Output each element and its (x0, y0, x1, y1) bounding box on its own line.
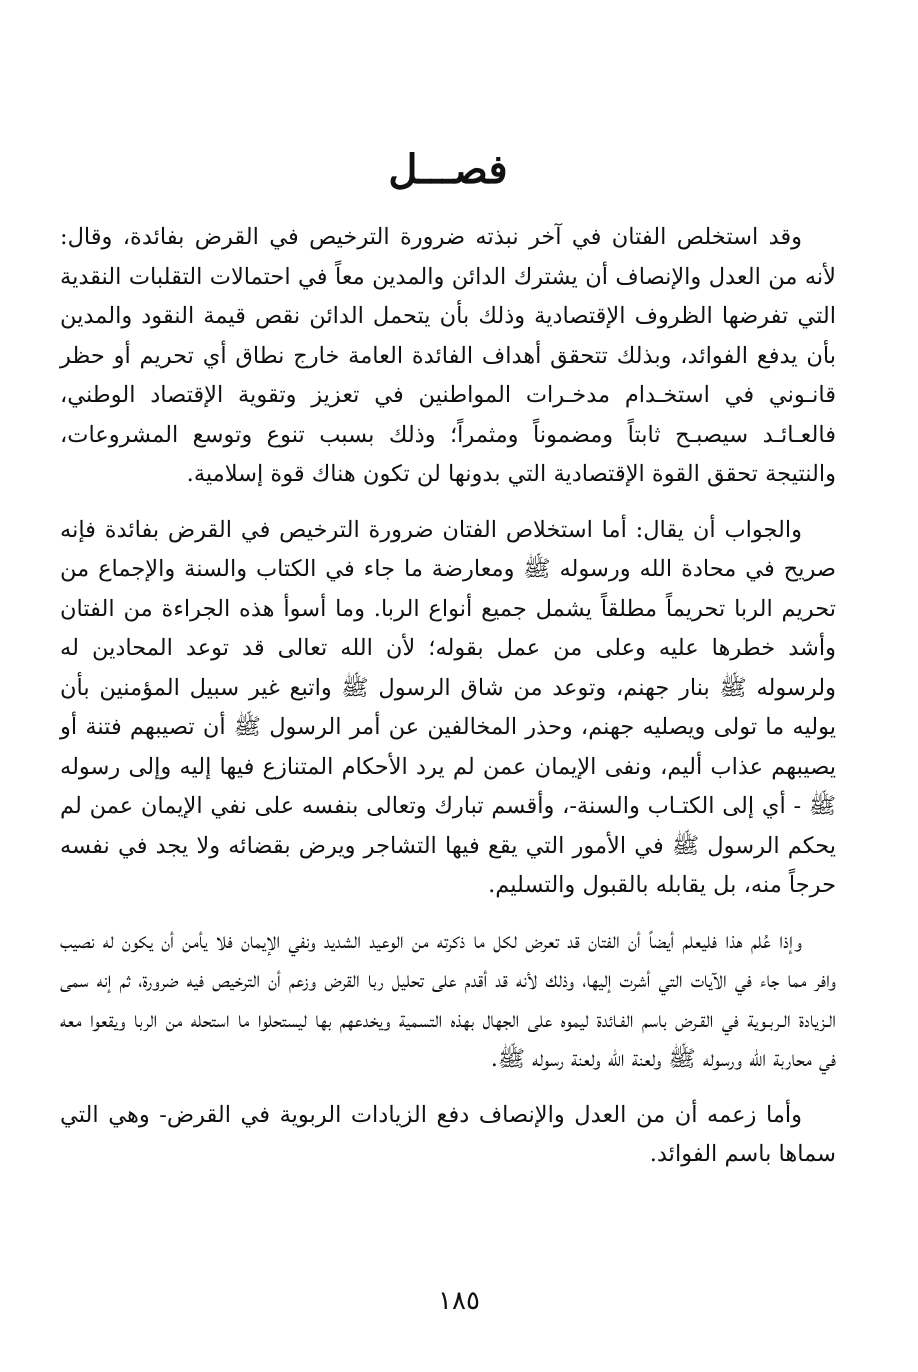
chapter-heading: فصـــل (388, 146, 508, 193)
paragraph-3: وإذا عُلم هذا فليعلم أيضاً أن الفتان قد تعرض لكل ما ذكرته من الوعيد الشديد ونفي الإيمان فلا يأمن أن يكون له نصيب وافر مما جاء في الآيات التي أشرت إليها، وذلك لأنه قد أقدم على تحليل ربا القرض وزعم أن الترخيص فيه ضرورة، ثم إنه سمى الـزيادة الـربـوية في القـرض باسم الفـائدة ليموه على الجهال بهذه التسمية ويخدعهم بها ليستحلوا ما استحله من الربا ويقعوا معه في محاربة الله ورسوله ﷺ ولعنة الله ولعنة رسوله ﷺ. (60, 927, 836, 1072)
page-number: ١٨٥ (438, 1286, 480, 1316)
paragraph-1: وقد استخلص الفتان في آخر نبذته ضرورة الترخيص في القرض بفائدة، وقال: لأنه من العدل والإنصاف أن يشترك الدائن والمدين معاً في احتمالات التقلبات النقدية التي تفرضها الظروف الإقتصادية وذلك بأن يتحمل الدائن نقص قيمة النقود والمدين بأن يدفع الفوائد، وبذلك تتحقق أهداف الفائدة العامة خارج نطاق أي تحريم أو حظر قانـوني في استخـدام مدخـرات المواطنين في تعزيز وتقوية الإقتصاد الوطني، فالعـائـد سيصبـح ثابتاً ومضموناً ومثمراً؛ وذلك بسبب تنوع وتوسع المشروعات، والنتيجة تحقق القوة الإقتصادية التي بدونها لن تكون هناك قوة إسلامية. (60, 224, 836, 487)
paragraph-4: وأما زعمه أن من العدل والإنصاف دفع الزيادات الربوية في القرض- وهي التي سماها باسم الفوائد. (60, 1101, 836, 1167)
paragraph-2: والجواب أن يقال: أما استخلاص الفتان ضرورة الترخيص في القرض بفائدة فإنه صريح في محادة الله ورسوله ﷺ ومعارضة ما جاء في الكتاب والسنة والإجماع من تحريم الربا تحريماً مطلقاً يشمل جميع أنواع الربا. وما أسوأ هذه الجراءة من الفتان وأشد خطرها عليه وعلى من عمل بقوله؛ لأن الله تعالى قد توعد المحادين له ولرسوله ﷺ بنار جهنم، وتوعد من شاق الرسول ﷺ واتبع غير سبيل المؤمنين بأن يوليه ما تولى ويصليه جهنم، وحذر المخالفين عن أمر الرسول ﷺ أن تصيبهم فتنة أو يصيبهم عذاب أليم، ونفى الإيمان عمن لم يرد الأحكام المتنازع فيها إليه وإلى رسوله ﷺ - أي إلى الكتـاب والسنة-، وأقسم تبارك وتعالى بنفسه على نفي الإيمان عمن لم يحكم الرسول ﷺ في الأمور التي يقع فيها التشاجر ويرض بقضائه ولا يجد في نفسه حرجاً منه، بل يقابله بالقبول والتسليم. (60, 516, 836, 898)
